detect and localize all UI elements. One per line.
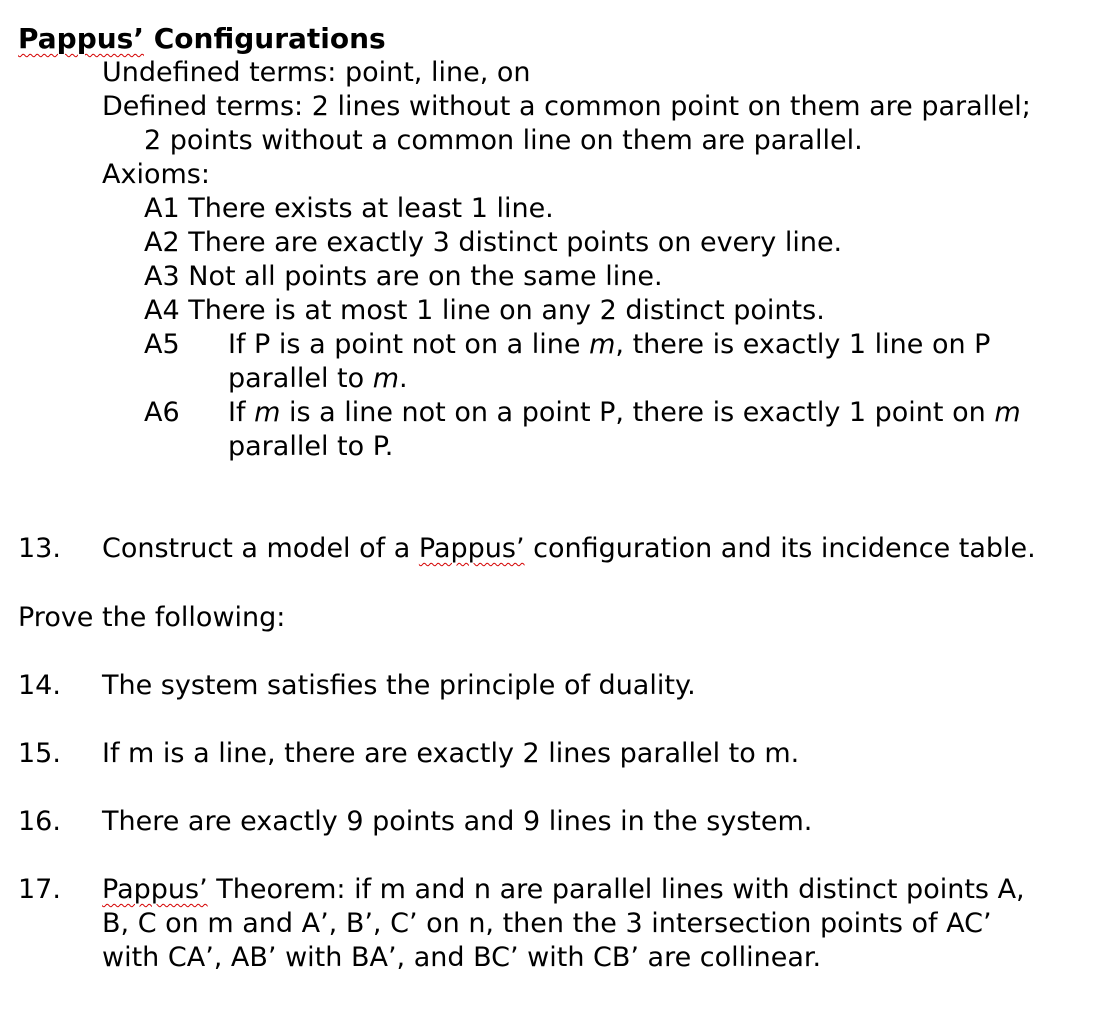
axiom-a1	[144, 192, 554, 226]
q13-text	[102, 532, 1036, 566]
axiom-text: There are exactly 3 distinct points on every line.	[188, 227, 843, 258]
text-part: Construct a model of a	[102, 533, 419, 564]
defined-terms-line2: 2 points without a common line on them are parallel.	[144, 125, 863, 156]
axiom-a5-line2	[228, 362, 408, 396]
text-part: If P is a point not on a line	[228, 329, 590, 360]
spelling-flag: Pappus’	[18, 22, 144, 55]
math-var: m	[372, 363, 400, 394]
math-var: m	[254, 397, 281, 428]
q17-number: 17.	[18, 874, 61, 905]
undefined-terms: Undefined terms: point, line, on	[102, 57, 531, 88]
axiom-text: There is at most 1 line on any 2 distinct points.	[188, 295, 825, 326]
axiom-text: Not all points are on the same line.	[188, 261, 663, 292]
math-var: m	[994, 397, 1021, 428]
q16-number: 16.	[18, 806, 61, 837]
text-part: is a line not on a point P, there is exactly 1 point on	[280, 397, 995, 428]
q15-text: If m is a line, there are exactly 2 lines parallel to m.	[102, 738, 800, 769]
q17-line1	[102, 873, 1025, 907]
q15-number: 15.	[18, 738, 61, 769]
page-title	[18, 22, 386, 56]
axiom-a5-line1	[228, 328, 990, 362]
axiom-label: A4	[144, 295, 180, 326]
axiom-a5-label: A5	[144, 329, 180, 360]
q17-line2: B, C on m and A’, B’, C’ on n, then the 3 intersection points of AC’	[102, 908, 992, 939]
q16-text: There are exactly 9 points and 9 lines in the system.	[102, 806, 813, 837]
text-part: If	[228, 397, 255, 428]
q14-number: 14.	[18, 670, 61, 701]
axiom-a3	[144, 260, 663, 294]
q14-text: The system satisfies the principle of duality.	[102, 670, 696, 701]
axiom-label: A1	[144, 193, 180, 224]
axiom-a2	[144, 226, 842, 260]
text-part: Theorem: if m and n are parallel lines with distinct points A,	[207, 874, 1025, 905]
axiom-a4	[144, 294, 825, 328]
title-rest: Configurations	[144, 22, 386, 55]
q13-number: 13.	[18, 533, 61, 564]
text-part: configuration and its incidence table.	[524, 533, 1036, 564]
text-part: parallel to	[228, 363, 373, 394]
text-part: , there is exactly 1 line on P	[615, 329, 991, 360]
axiom-a6-line2: parallel to P.	[228, 431, 394, 462]
axiom-text: There exists at least 1 line.	[188, 193, 554, 224]
axiom-label: A2	[144, 227, 180, 258]
math-var: m	[589, 329, 616, 360]
defined-terms-line1: Defined terms: 2 lines without a common point on them are parallel;	[102, 91, 1031, 122]
spelling-flag: Pappus’	[102, 874, 208, 905]
q17-line3: with CA’, AB’ with BA’, and BC’ with CB’ are collinear.	[102, 942, 822, 973]
text-part: .	[399, 363, 408, 394]
axiom-a6-line1	[228, 396, 1021, 430]
prove-heading: Prove the following:	[18, 602, 286, 633]
spelling-flag: Pappus’	[418, 533, 525, 564]
axioms-label: Axioms:	[102, 159, 210, 190]
axiom-a6-label: A6	[144, 397, 180, 428]
axiom-label: A3	[144, 261, 180, 292]
